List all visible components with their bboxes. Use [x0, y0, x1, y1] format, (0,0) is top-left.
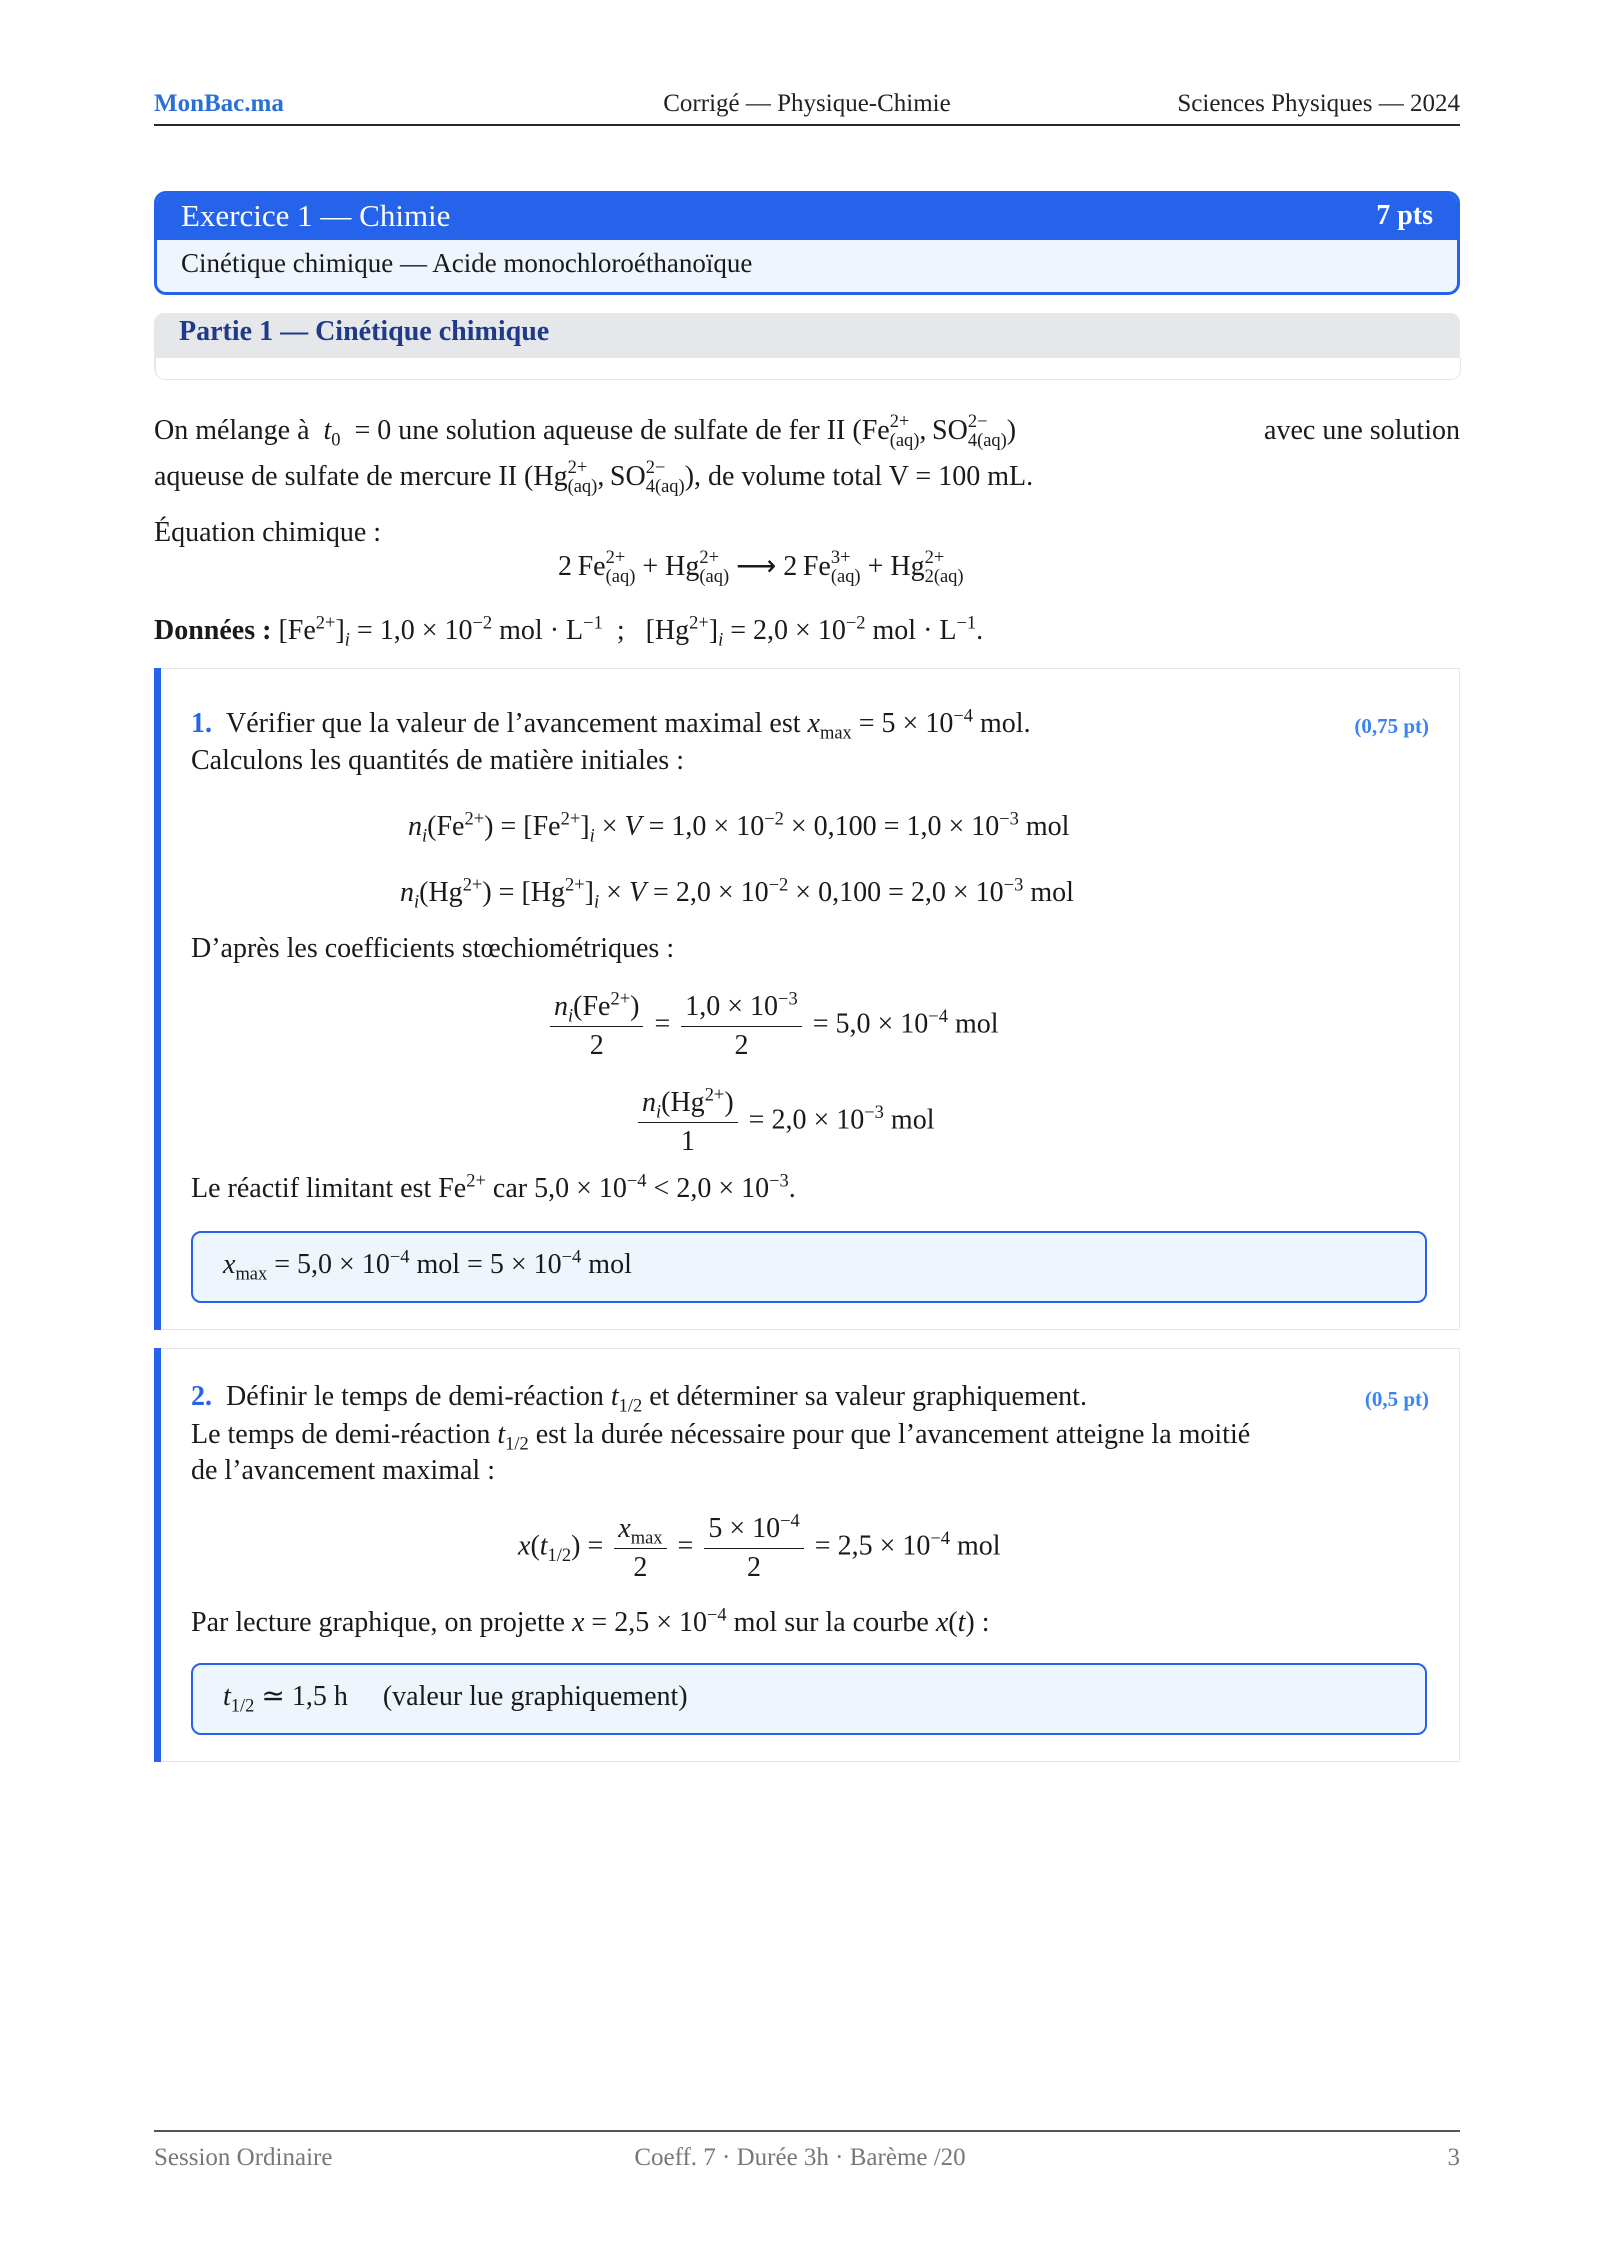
- q1-formula-fe: $n_i(Fe^{2+}) = [Fe^{2+}]_i \times V = 1,0 \times 10^{-2} \times 0,100 = 1,0 \times 10^{-3}$ mol: [408, 808, 1070, 846]
- footer-rule: [154, 2130, 1460, 2132]
- exercise-subtitle: Cinétique chimique — Acide monochloroéthanoïque: [181, 248, 753, 278]
- t0-symbol: t: [323, 415, 332, 446]
- q1-step-1: Calculons les quantités de matière initiales :: [191, 745, 684, 776]
- question-2-points: (0,5 pt): [1364, 1387, 1429, 1411]
- part-title: Partie 1 — Cinétique chimique: [179, 316, 550, 347]
- question-1-statement: 1. Vérifier que la valeur de l’avancement maximal est $x_{max} = 5 \times 10^{-4}$ mol.: [191, 705, 1031, 743]
- q1-ratio-hg: $\frac{n_i(Hg^{2+})}{1}$ = $2,0 \times 10^{-3}$ mol: [634, 1086, 934, 1158]
- exercise-points: 7 pts: [1376, 200, 1433, 231]
- footer-left: Session Ordinaire: [154, 2144, 333, 2171]
- exercise-banner: [154, 191, 1460, 295]
- question-1-points: (0,75 pt): [1354, 714, 1429, 738]
- question-2-end: et déterminer sa valeur graphiquement.: [649, 1381, 1087, 1412]
- running-header: [154, 90, 1460, 126]
- intro-text-mid: = 0 une solution aqueuse de sulfate de fer II (Fe: [354, 415, 890, 446]
- q2-graph-line: Par lecture graphique, on projette $x = 2,5 \times 10^{-4}$ mol sur la courbe x(t) :: [191, 1604, 990, 1638]
- exercise-title: Exercice 1 — Chimie: [181, 198, 451, 233]
- question-2-text: Définir le temps de demi-réaction: [226, 1381, 604, 1412]
- question-2-number: 2.: [191, 1381, 212, 1412]
- t0-subscript: 0: [331, 429, 341, 450]
- header-center: Corrigé — Physique-Chimie: [663, 90, 951, 117]
- q1-conclusion-end: car 5,0 × 10: [492, 1173, 627, 1204]
- question-1-text: Vérifier que la valeur de l’avancement maximal est: [226, 708, 801, 739]
- intro-line2-end: , de volume total V = 100 mL.: [694, 461, 1034, 492]
- q2-definition-line-1: Le temps de demi-réaction $t_{1/2}$ est la durée nécessaire pour que l’avancement atteigne la moitié: [191, 1419, 1251, 1454]
- question-1-number: 1.: [191, 708, 212, 739]
- intro-line2-start: aqueuse de sulfate de mercure II (Hg: [154, 461, 568, 492]
- part-heading: [154, 313, 1460, 379]
- intro-text-end: avec une solution: [1264, 415, 1460, 446]
- q2-result-value: ≃ 1,5 h: [261, 1681, 348, 1712]
- header-right: Sciences Physiques — 2024: [1177, 90, 1460, 117]
- q2-half-formula: $x(t_{1/2})$ = $\frac{x_{max}}{2}$ = $\frac{5 \times 10^{-4}}{2}$ = $2,5 \times 10^{-4}$ mol: [518, 1510, 1001, 1583]
- q2-result-text: $t_{1/2}$ ≃ 1,5 h (valeur lue graphiquement): [223, 1681, 688, 1716]
- q1-conclusion: Le réactif limitant est $Fe^{2+}$ car $5,0 \times 10^{-4} < 2,0 \times 10^{-3}$.: [191, 1170, 796, 1204]
- q1-step-2: D’après les coefficients stœchiométriques :: [191, 933, 675, 964]
- q1-formula-hg: $n_i(Hg^{2+}) = [Hg^{2+}]_i \times V = 2,0 \times 10^{-2} \times 0,100 = 2,0 \times 10^{-3}$ mol: [400, 874, 1074, 912]
- intro-line-1: On mélange à $t_0 = 0$ une solution aqueuse de sulfate de fer II (Fe 2+ (aq) , SO 2− 4(aq) ) avec une solution: [154, 411, 1460, 450]
- q2-definition-line-2: de l’avancement maximal :: [191, 1455, 495, 1486]
- footer-center: Coeff. 7 · Durée 3h · Barème /20: [634, 2144, 966, 2171]
- q1-conclusion-start: Le réactif limitant est Fe: [191, 1173, 467, 1204]
- q1-ratio-fe: $\frac{n_i(Fe^{2+})}{2}$ = $\frac{1,0 \times 10^{-3}}{2}$ = $5,0 \times 10^{-4}$ mol: [546, 990, 999, 1062]
- intro-text-start: On mélange à: [154, 415, 310, 446]
- equation-label: Équation chimique :: [154, 517, 382, 548]
- footer-page-number: 3: [1447, 2144, 1460, 2171]
- question-1-tail: = 5 × 10: [858, 708, 954, 739]
- chemical-equation: 2 Fe 2+ (aq) + Hg 2+ (aq) ⟶ 2 Fe 3+ (aq) + Hg 2+ 2(aq): [558, 547, 964, 586]
- q2-result-box: [191, 1663, 1427, 1735]
- q1-result-box: [191, 1231, 1427, 1303]
- q2-def-end: est la durée nécessaire pour que l’avancement atteigne la moitié: [535, 1419, 1251, 1450]
- header-brand[interactable]: MonBac.ma: [154, 90, 284, 117]
- intro-line-2: aqueuse de sulfate de mercure II (Hg 2+ (aq) , SO 2− 4(aq) ), de volume total V = 100 mL.: [154, 457, 1034, 496]
- q2-result-note: (valeur lue graphiquement): [382, 1681, 688, 1712]
- question-2-statement: 2. Définir le temps de demi-réaction $t_{1/2}$ et déterminer sa valeur graphiquement.: [191, 1381, 1087, 1416]
- data-label: Données :: [154, 615, 272, 646]
- q2-graph-end: mol sur la courbe: [733, 1607, 929, 1638]
- q2-def-start: Le temps de demi-réaction: [191, 1419, 491, 1450]
- question-1-unit: mol.: [980, 708, 1031, 739]
- data-line: Données : $[Fe^{2+}]_i = 1,0 \times 10^{-2}$ mol · $L^{-1}$ ; $[Hg^{2+}]_i = 2,0 \times 10^{-2}$ mol · $L^{-1}$.: [154, 612, 984, 650]
- q1-result-value: = 5,0 × 10: [274, 1249, 390, 1280]
- q2-graph-start: Par lecture graphique, on projette: [191, 1607, 565, 1638]
- q1-result-text: $x_{max} = 5,0 \times 10^{-4}$ mol = $5 \times 10^{-4}$ mol: [223, 1246, 632, 1284]
